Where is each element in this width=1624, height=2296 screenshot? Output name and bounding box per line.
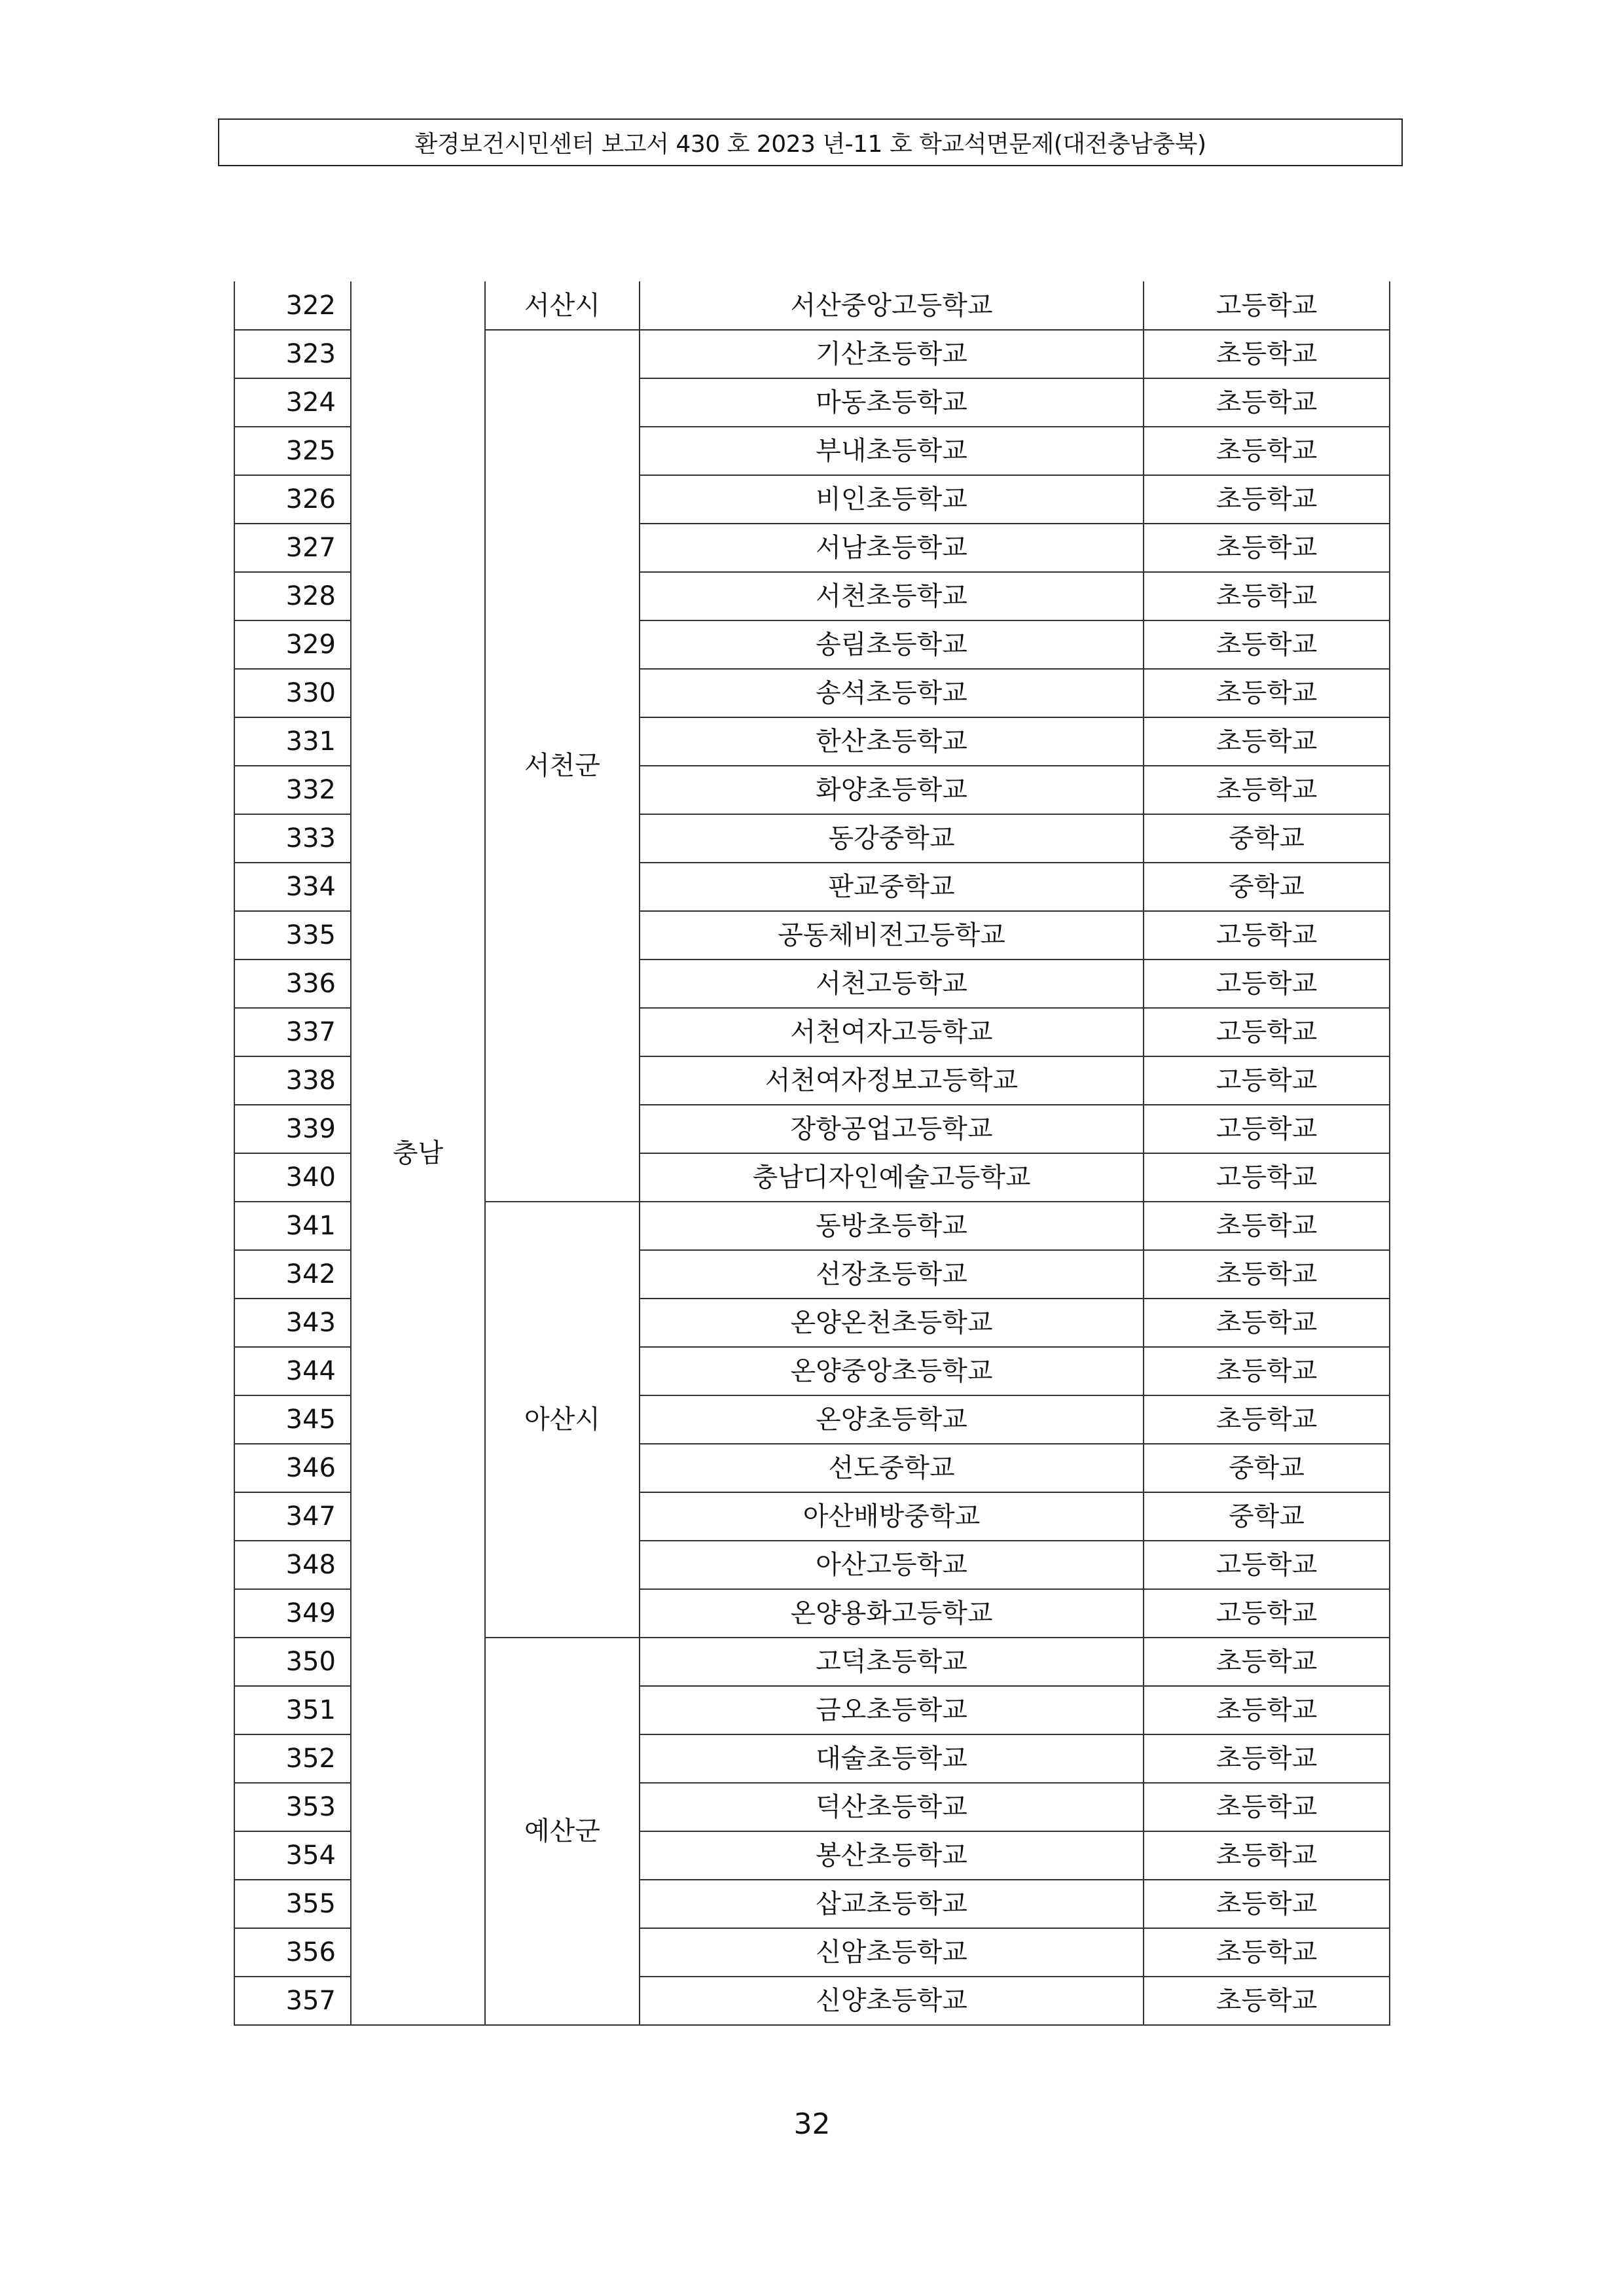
school-name: 덕산초등학교 <box>640 1783 1144 1831</box>
school-name: 송석초등학교 <box>640 669 1144 717</box>
school-level: 초등학교 <box>1144 717 1390 766</box>
school-name: 장항공업고등학교 <box>640 1105 1144 1153</box>
school-level: 고등학교 <box>1144 1541 1390 1589</box>
school-name: 서천여자정보고등학교 <box>640 1056 1144 1105</box>
school-name: 금오초등학교 <box>640 1686 1144 1734</box>
school-name: 서천초등학교 <box>640 572 1144 620</box>
school-table-body <box>234 281 1390 2025</box>
school-level: 초등학교 <box>1144 1977 1390 2025</box>
school-name: 충남디자인예술고등학교 <box>640 1153 1144 1202</box>
school-name: 온양중앙초등학교 <box>640 1347 1144 1395</box>
school-name: 서산중앙고등학교 <box>640 281 1144 330</box>
row-number: 323 <box>234 330 351 378</box>
row-number: 352 <box>234 1734 351 1783</box>
row-number: 354 <box>234 1831 351 1880</box>
school-name: 고덕초등학교 <box>640 1638 1144 1686</box>
school-level: 중학교 <box>1144 1492 1390 1541</box>
row-number: 344 <box>234 1347 351 1395</box>
row-number: 350 <box>234 1638 351 1686</box>
row-number: 351 <box>234 1686 351 1734</box>
school-name: 신암초등학교 <box>640 1928 1144 1977</box>
school-level: 고등학교 <box>1144 911 1390 960</box>
school-level: 중학교 <box>1144 863 1390 911</box>
school-level: 초등학교 <box>1144 1395 1390 1444</box>
region-cell: 충남 <box>351 281 485 2025</box>
report-header-title: 환경보건시민센터 보고서 430 호 2023 년-11 호 학교석면문제(대전충남충북) <box>414 131 1206 158</box>
school-name: 송림초등학교 <box>640 620 1144 669</box>
school-level: 초등학교 <box>1144 1299 1390 1347</box>
row-number: 355 <box>234 1880 351 1928</box>
school-name: 화양초등학교 <box>640 766 1144 814</box>
school-name: 온양초등학교 <box>640 1395 1144 1444</box>
row-number: 324 <box>234 378 351 427</box>
row-number: 331 <box>234 717 351 766</box>
school-name: 서남초등학교 <box>640 524 1144 572</box>
school-level: 초등학교 <box>1144 1831 1390 1880</box>
row-number: 336 <box>234 960 351 1008</box>
row-number: 327 <box>234 524 351 572</box>
district-cell: 서산시 <box>485 281 640 330</box>
row-number: 340 <box>234 1153 351 1202</box>
school-level: 초등학교 <box>1144 1928 1390 1977</box>
school-level: 초등학교 <box>1144 766 1390 814</box>
page-number: 32 <box>793 2108 831 2141</box>
row-number: 357 <box>234 1977 351 2025</box>
school-name: 동강중학교 <box>640 814 1144 863</box>
school-level: 초등학교 <box>1144 475 1390 524</box>
school-level: 초등학교 <box>1144 524 1390 572</box>
row-number: 329 <box>234 620 351 669</box>
school-name: 대술초등학교 <box>640 1734 1144 1783</box>
school-name: 신양초등학교 <box>640 1977 1144 2025</box>
district-cell: 예산군 <box>485 1638 640 2025</box>
school-level: 고등학교 <box>1144 960 1390 1008</box>
school-name: 공동체비전고등학교 <box>640 911 1144 960</box>
row-number: 348 <box>234 1541 351 1589</box>
school-level: 초등학교 <box>1144 378 1390 427</box>
row-number: 338 <box>234 1056 351 1105</box>
school-name: 선장초등학교 <box>640 1250 1144 1299</box>
school-name: 한산초등학교 <box>640 717 1144 766</box>
school-level: 고등학교 <box>1144 281 1390 330</box>
school-level: 고등학교 <box>1144 1589 1390 1638</box>
school-name: 서천고등학교 <box>640 960 1144 1008</box>
school-level: 고등학교 <box>1144 1056 1390 1105</box>
school-name: 동방초등학교 <box>640 1202 1144 1250</box>
school-level: 고등학교 <box>1144 1105 1390 1153</box>
row-number: 346 <box>234 1444 351 1492</box>
row-number: 330 <box>234 669 351 717</box>
school-level: 초등학교 <box>1144 1347 1390 1395</box>
school-level: 초등학교 <box>1144 1638 1390 1686</box>
school-name: 아산배방중학교 <box>640 1492 1144 1541</box>
school-name: 기산초등학교 <box>640 330 1144 378</box>
school-name: 온양온천초등학교 <box>640 1299 1144 1347</box>
row-number: 333 <box>234 814 351 863</box>
school-level: 중학교 <box>1144 1444 1390 1492</box>
school-name: 판교중학교 <box>640 863 1144 911</box>
row-number: 353 <box>234 1783 351 1831</box>
school-level: 초등학교 <box>1144 1734 1390 1783</box>
school-level: 초등학교 <box>1144 1202 1390 1250</box>
row-number: 347 <box>234 1492 351 1541</box>
school-level: 초등학교 <box>1144 620 1390 669</box>
table-row <box>234 281 1390 330</box>
school-table <box>234 281 1390 2026</box>
row-number: 334 <box>234 863 351 911</box>
row-number: 356 <box>234 1928 351 1977</box>
row-number: 343 <box>234 1299 351 1347</box>
row-number: 332 <box>234 766 351 814</box>
row-number: 342 <box>234 1250 351 1299</box>
school-name: 봉산초등학교 <box>640 1831 1144 1880</box>
row-number: 345 <box>234 1395 351 1444</box>
school-name: 서천여자고등학교 <box>640 1008 1144 1056</box>
school-level: 초등학교 <box>1144 669 1390 717</box>
school-name: 선도중학교 <box>640 1444 1144 1492</box>
school-name: 온양용화고등학교 <box>640 1589 1144 1638</box>
row-number: 339 <box>234 1105 351 1153</box>
district-cell: 서천군 <box>485 330 640 1202</box>
school-level: 고등학교 <box>1144 1153 1390 1202</box>
row-number: 322 <box>234 281 351 330</box>
school-level: 초등학교 <box>1144 427 1390 475</box>
report-header <box>218 118 1403 166</box>
school-name: 부내초등학교 <box>640 427 1144 475</box>
school-name: 삽교초등학교 <box>640 1880 1144 1928</box>
row-number: 326 <box>234 475 351 524</box>
row-number: 337 <box>234 1008 351 1056</box>
school-level: 초등학교 <box>1144 1686 1390 1734</box>
school-level: 초등학교 <box>1144 572 1390 620</box>
school-name: 비인초등학교 <box>640 475 1144 524</box>
school-name: 마동초등학교 <box>640 378 1144 427</box>
school-level: 고등학교 <box>1144 1008 1390 1056</box>
school-level: 중학교 <box>1144 814 1390 863</box>
school-level: 초등학교 <box>1144 330 1390 378</box>
row-number: 325 <box>234 427 351 475</box>
school-level: 초등학교 <box>1144 1783 1390 1831</box>
row-number: 328 <box>234 572 351 620</box>
school-level: 초등학교 <box>1144 1880 1390 1928</box>
district-cell: 아산시 <box>485 1202 640 1638</box>
row-number: 335 <box>234 911 351 960</box>
school-level: 초등학교 <box>1144 1250 1390 1299</box>
school-name: 아산고등학교 <box>640 1541 1144 1589</box>
row-number: 349 <box>234 1589 351 1638</box>
row-number: 341 <box>234 1202 351 1250</box>
